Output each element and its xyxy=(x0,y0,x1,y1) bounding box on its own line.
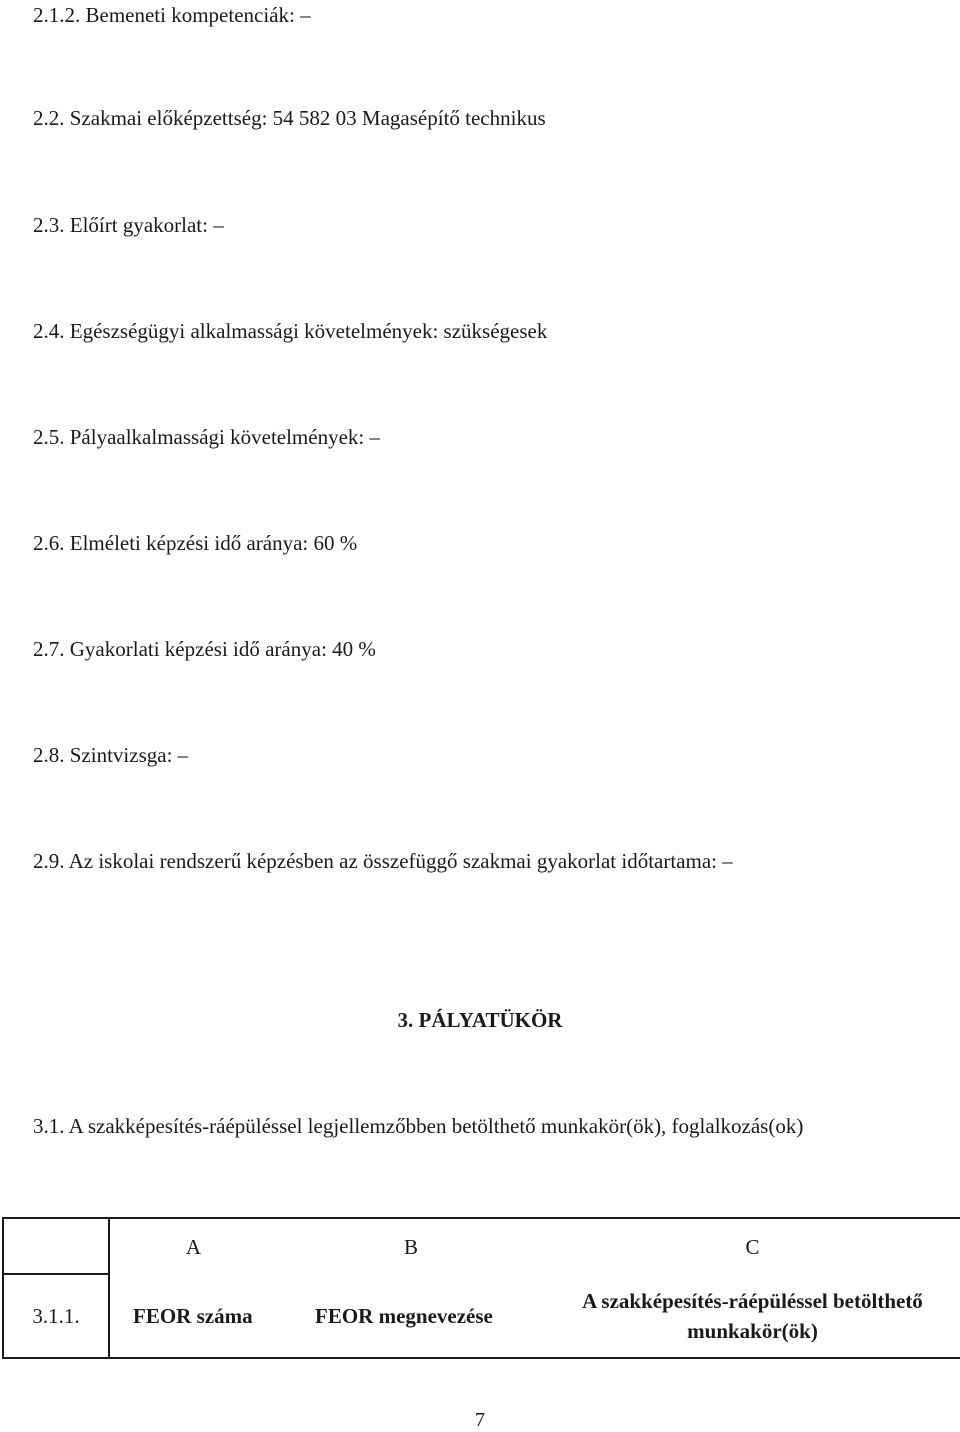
line-2-7: 2.7. Gyakorlati képzési idő aránya: 40 % xyxy=(33,637,376,661)
line-2-4: 2.4. Egészségügyi alkalmassági követelmények: szükségesek xyxy=(33,319,548,343)
column-letter-a: A xyxy=(109,1218,277,1274)
table-letter-row xyxy=(3,1218,960,1274)
header-feor-szama: FEOR száma xyxy=(109,1274,277,1358)
line-2-2: 2.2. Szakmai előképzettség: 54 582 03 Magasépítő technikus xyxy=(33,106,546,130)
line-2-1-2: 2.1.2. Bemeneti kompetenciák: – xyxy=(33,3,311,27)
row-number: 3.1.1. xyxy=(3,1274,109,1358)
feor-table xyxy=(2,1217,960,1359)
header-munkakorok: A szakképesítés-ráépüléssel betölthető munkakör(ök) xyxy=(545,1274,960,1358)
table-header-row xyxy=(3,1274,960,1358)
line-2-3: 2.3. Előírt gyakorlat: – xyxy=(33,213,224,237)
table-corner-cell xyxy=(3,1218,109,1274)
header-feor-megnevezese: FEOR megnevezése xyxy=(277,1274,545,1358)
line-2-9: 2.9. Az iskolai rendszerű képzésben az összefüggő szakmai gyakorlat időtartama: – xyxy=(33,849,733,873)
column-letter-b: B xyxy=(277,1218,545,1274)
section-heading: 3. PÁLYATÜKÖR xyxy=(397,1008,563,1032)
line-2-5: 2.5. Pályaalkalmassági követelmények: – xyxy=(33,425,380,449)
line-2-6: 2.6. Elméleti képzési idő aránya: 60 % xyxy=(33,531,358,555)
column-letter-c: C xyxy=(545,1218,960,1274)
line-2-8: 2.8. Szintvizsga: – xyxy=(33,743,189,767)
subsection-3-1: 3.1. A szakképesítés-ráépüléssel legjellemzőbben betölthető munkakör(ök), foglalkozás(ok) xyxy=(33,1114,804,1138)
page-number: 7 xyxy=(475,1409,485,1431)
